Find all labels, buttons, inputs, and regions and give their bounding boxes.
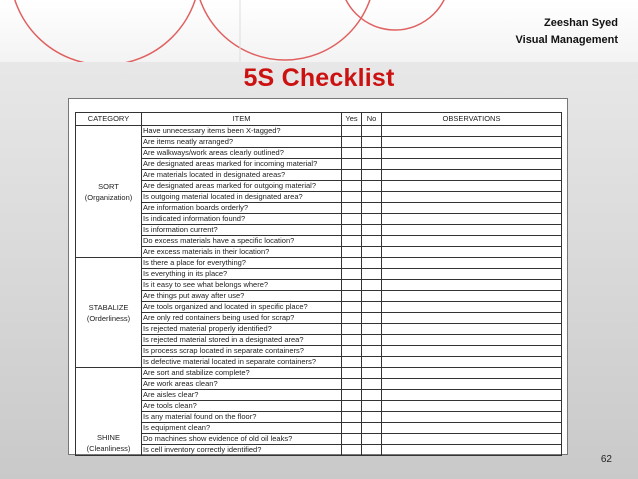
no-cell[interactable] [362,324,382,335]
observation-cell[interactable] [382,302,562,313]
yes-cell[interactable] [342,302,362,313]
item-cell: Is cell inventory correctly identified? [142,445,342,456]
table-row [76,401,562,412]
checklist-table [75,112,562,456]
no-cell[interactable] [362,269,382,280]
no-cell[interactable] [362,346,382,357]
category-name: SHINE [97,433,120,442]
observation-cell[interactable] [382,269,562,280]
yes-cell[interactable] [342,445,362,456]
category-name: STABALIZE [88,302,129,312]
table-row [76,214,562,225]
item-cell: Are walkways/work areas clearly outlined? [142,148,342,159]
observation-cell[interactable] [382,434,562,445]
table-row [76,181,562,192]
no-cell[interactable] [362,390,382,401]
col-no: No [362,113,382,126]
item-cell: Are sort and stabilize complete? [142,368,342,379]
no-cell[interactable] [362,302,382,313]
item-cell: Is equipment clean? [142,423,342,434]
no-cell[interactable] [362,423,382,434]
author-name: Zeeshan Syed [544,17,618,29]
table-row [76,291,562,302]
no-cell[interactable] [362,126,382,137]
yes-cell[interactable] [342,137,362,148]
yes-cell[interactable] [342,126,362,137]
yes-cell[interactable] [342,423,362,434]
yes-cell[interactable] [342,181,362,192]
observation-cell[interactable] [382,214,562,225]
item-cell: Is there a place for everything? [142,258,342,269]
item-cell: Are excess materials in their location? [142,247,342,258]
yes-cell[interactable] [342,313,362,324]
table-row [76,247,562,258]
item-cell: Are work areas clean? [142,379,342,390]
no-cell[interactable] [362,368,382,379]
table-row [76,126,562,137]
category-cell [76,258,142,368]
item-cell: Is it easy to see what belongs where? [142,280,342,291]
yes-cell[interactable] [342,335,362,346]
yes-cell[interactable] [342,159,362,170]
yes-cell[interactable] [342,346,362,357]
yes-cell[interactable] [342,280,362,291]
table-row [76,203,562,214]
yes-cell[interactable] [342,247,362,258]
observation-cell[interactable] [382,225,562,236]
item-cell: Is indicated information found? [142,214,342,225]
item-cell: Are items neatly arranged? [142,137,342,148]
yes-cell[interactable] [342,390,362,401]
author-block [516,15,619,49]
category-subtitle: (Organization) [84,192,133,202]
yes-cell[interactable] [342,170,362,181]
no-cell[interactable] [362,159,382,170]
table-row [76,423,562,434]
observation-cell[interactable] [382,192,562,203]
observation-cell[interactable] [382,346,562,357]
item-cell: Are tools clean? [142,401,342,412]
item-cell: Is process scrap located in separate containers? [142,346,342,357]
no-cell[interactable] [362,203,382,214]
col-item: ITEM [142,113,342,126]
table-row [76,302,562,313]
yes-cell[interactable] [342,236,362,247]
table-row [76,346,562,357]
table-row [76,390,562,401]
no-cell[interactable] [362,434,382,445]
no-cell[interactable] [362,148,382,159]
col-observations: OBSERVATIONS [382,113,562,126]
observation-cell[interactable] [382,159,562,170]
table-row [76,368,562,379]
no-cell[interactable] [362,170,382,181]
item-cell: Are materials located in designated areas? [142,170,342,181]
table-row [76,445,562,456]
observation-cell[interactable] [382,280,562,291]
table-row [76,434,562,445]
category-subtitle: (Orderliness) [86,313,131,323]
table-row [76,225,562,236]
table-row [76,324,562,335]
yes-cell[interactable] [342,148,362,159]
observation-cell[interactable] [382,379,562,390]
item-cell: Are designated areas marked for incoming material? [142,159,342,170]
item-cell: Are only red containers being used for scrap? [142,313,342,324]
table-row [76,258,562,269]
no-cell[interactable] [362,236,382,247]
observation-cell[interactable] [382,137,562,148]
circle-2 [195,0,375,60]
yes-cell[interactable] [342,401,362,412]
category-subtitle: (Cleanliness) [86,444,131,453]
table-row [76,280,562,291]
observation-cell[interactable] [382,170,562,181]
yes-cell[interactable] [342,225,362,236]
item-cell: Have unnecessary items been X-tagged? [142,126,342,137]
no-cell[interactable] [362,401,382,412]
no-cell[interactable] [362,379,382,390]
observation-cell[interactable] [382,236,562,247]
table-row [76,412,562,423]
item-cell: Is information current? [142,225,342,236]
observation-cell[interactable] [382,335,562,346]
no-cell[interactable] [362,412,382,423]
no-cell[interactable] [362,291,382,302]
table-row [76,379,562,390]
observation-cell[interactable] [382,181,562,192]
observation-cell[interactable] [382,445,562,456]
table-row [76,313,562,324]
table-row [76,335,562,346]
observation-cell[interactable] [382,412,562,423]
observation-cell[interactable] [382,126,562,137]
item-cell: Are tools organized and located in specific place? [142,302,342,313]
category-name: SORT [98,181,119,191]
yes-cell[interactable] [342,214,362,225]
table-row [76,170,562,181]
yes-cell[interactable] [342,412,362,423]
observation-cell[interactable] [382,291,562,302]
item-cell: Is rejected material stored in a designated area? [142,335,342,346]
no-cell[interactable] [362,214,382,225]
no-cell[interactable] [362,225,382,236]
item-cell: Is any material found on the floor? [142,412,342,423]
col-category: CATEGORY [76,113,142,126]
yes-cell[interactable] [342,291,362,302]
table-row [76,236,562,247]
no-cell[interactable] [362,192,382,203]
observation-cell[interactable] [382,390,562,401]
no-cell[interactable] [362,247,382,258]
no-cell[interactable] [362,137,382,148]
col-yes: Yes [342,113,362,126]
no-cell[interactable] [362,280,382,291]
observation-cell[interactable] [382,258,562,269]
yes-cell[interactable] [342,434,362,445]
author-subtitle: Visual Management [515,34,618,46]
yes-cell[interactable] [342,357,362,368]
item-cell: Is outgoing material located in designated area? [142,192,342,203]
item-cell: Are designated areas marked for outgoing material? [142,181,342,192]
yes-cell[interactable] [342,258,362,269]
table-row [76,357,562,368]
header-row [76,113,562,126]
item-cell: Are information boards orderly? [142,203,342,214]
page-number: 62 [600,454,612,465]
observation-cell[interactable] [382,324,562,335]
observation-cell[interactable] [382,247,562,258]
table-row [76,159,562,170]
observation-cell[interactable] [382,401,562,412]
observation-cell[interactable] [382,148,562,159]
item-cell: Is defective material located in separate containers? [142,357,342,368]
observation-cell[interactable] [382,203,562,214]
no-cell[interactable] [362,181,382,192]
page-title: 5S Checklist [243,64,395,92]
observation-cell[interactable] [382,357,562,368]
no-cell[interactable] [362,357,382,368]
yes-cell[interactable] [342,324,362,335]
item-cell: Are aisles clear? [142,390,342,401]
no-cell[interactable] [362,258,382,269]
observation-cell[interactable] [382,368,562,379]
table-row [76,269,562,280]
item-cell: Are things put away after use? [142,291,342,302]
yes-cell[interactable] [342,192,362,203]
no-cell[interactable] [362,313,382,324]
item-cell: Do machines show evidence of old oil leaks? [142,434,342,445]
yes-cell[interactable] [342,368,362,379]
item-cell: Is rejected material properly identified? [142,324,342,335]
circle-1 [10,0,200,62]
table-row [76,192,562,203]
item-cell: Do excess materials have a specific location? [142,236,342,247]
category-cell [76,368,142,456]
table-row [76,148,562,159]
yes-cell[interactable] [342,379,362,390]
observation-cell[interactable] [382,313,562,324]
yes-cell[interactable] [342,269,362,280]
no-cell[interactable] [362,335,382,346]
item-cell: Is everything in its place? [142,269,342,280]
no-cell[interactable] [362,445,382,456]
observation-cell[interactable] [382,423,562,434]
yes-cell[interactable] [342,203,362,214]
table-row [76,137,562,148]
category-cell [76,126,142,258]
